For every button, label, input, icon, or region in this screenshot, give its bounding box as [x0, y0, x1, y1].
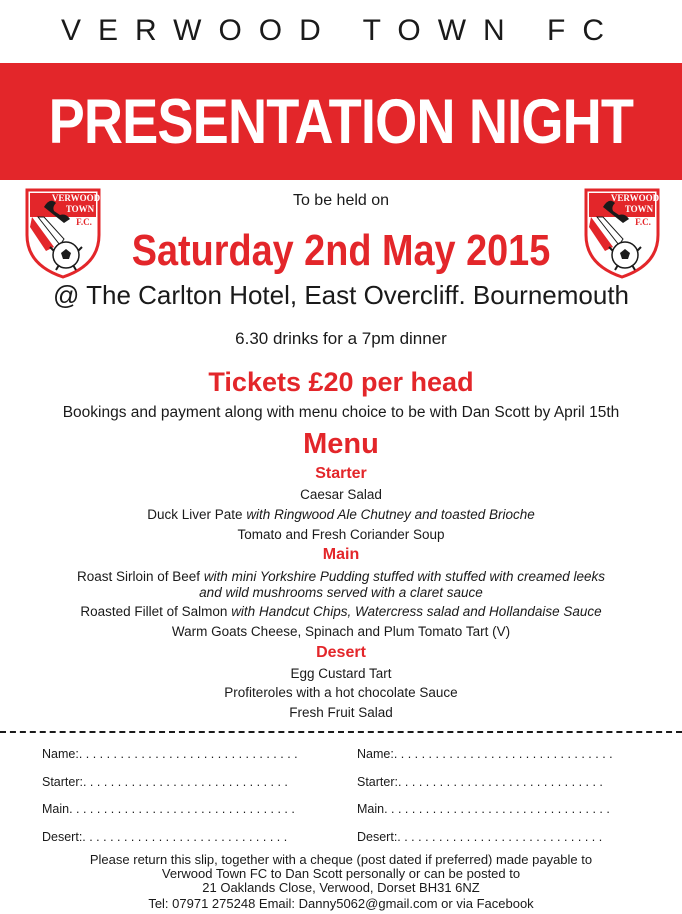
- event-venue: @ The Carlton Hotel, East Overcliff. Bournemouth: [52, 280, 630, 310]
- menu-item: [0, 527, 682, 543]
- menu-item: [0, 604, 682, 620]
- return-instructions: Please return this slip, together with a cheque (post dated if preferred) made payable to: [89, 852, 593, 867]
- club-name: VERWOOD TOWN FC: [60, 14, 621, 47]
- dish-name: Profiteroles with a hot chocolate Sauce: [224, 685, 458, 700]
- svg-text:TOWN: TOWN: [624, 204, 654, 214]
- svg-text:F.C.: F.C.: [635, 217, 651, 227]
- slip-desert-field-right[interactable]: Desert:. . . . . . . . . . . . . . . . . . . . . . . . . . . . . .: [357, 830, 603, 844]
- postal-address: 21 Oaklands Close, Verwood, Dorset BH31 6NZ: [202, 880, 480, 895]
- title-banner: [0, 63, 682, 180]
- menu-item: [0, 685, 682, 701]
- course-heading-desert: Desert: [316, 644, 366, 661]
- dish-name: Roast Sirloin of Beef: [76, 569, 201, 584]
- menu-item: [0, 666, 682, 682]
- dish-name: Fresh Fruit Salad: [289, 705, 393, 720]
- slip-name-field-right[interactable]: Name:. . . . . . . . . . . . . . . . . . . . . . . . . . . . . . . .: [357, 747, 613, 761]
- menu-item-continuation: [0, 585, 682, 601]
- dish-detail: with Handcut Chips, Watercress salad and Hollandaise Sauce: [231, 604, 602, 619]
- svg-text:VERWOOD: VERWOOD: [610, 193, 660, 203]
- menu-title: Menu: [303, 428, 379, 460]
- slip-starter-field-right[interactable]: Starter:. . . . . . . . . . . . . . . . . . . . . . . . . . . . . .: [357, 775, 603, 789]
- slip-main-field-left[interactable]: Main. . . . . . . . . . . . . . . . . . . . . . . . . . . . . . . . .: [42, 802, 295, 816]
- contact-details: Tel: 07971 275248 Email: Danny5062@gmail.com or via Facebook: [148, 896, 534, 911]
- menu-item: [0, 624, 682, 640]
- dish-name: Tomato and Fresh Coriander Soup: [237, 527, 445, 542]
- dish-name: Roasted Fillet of Salmon: [80, 604, 228, 619]
- event-date: Saturday 2nd May 2015: [131, 226, 551, 275]
- page-title: PRESENTATION NIGHT: [48, 86, 634, 157]
- course-heading-starter: Starter: [315, 465, 367, 482]
- ticket-price: Tickets £20 per head: [208, 367, 474, 397]
- dish-detail: with mini Yorkshire Pudding stuffed with stuffed with creamed leeks: [203, 569, 606, 584]
- bookings-info: Bookings and payment along with menu choice to be with Dan Scott by April 15th: [62, 404, 620, 421]
- dish-detail: with Ringwood Ale Chutney and toasted Brioche: [246, 507, 535, 522]
- svg-text:TOWN: TOWN: [65, 204, 95, 214]
- cut-line: [0, 731, 682, 733]
- held-on-text: To be held on: [292, 192, 390, 209]
- course-heading-main: Main: [322, 546, 360, 563]
- dish-name: Caesar Salad: [300, 487, 382, 502]
- drinks-time: 6.30 drinks for a 7pm dinner: [235, 329, 447, 348]
- dish-name: Duck Liver Pate: [147, 507, 243, 522]
- slip-name-field-left[interactable]: Name:. . . . . . . . . . . . . . . . . . . . . . . . . . . . . . . .: [42, 747, 298, 761]
- menu-item: [0, 507, 682, 523]
- svg-text:F.C.: F.C.: [76, 217, 92, 227]
- dish-name: Egg Custard Tart: [290, 666, 392, 681]
- slip-desert-field-left[interactable]: Desert:. . . . . . . . . . . . . . . . . . . . . . . . . . . . . .: [42, 830, 288, 844]
- menu-item: [0, 705, 682, 721]
- svg-text:VERWOOD: VERWOOD: [51, 193, 101, 203]
- dish-detail: and wild mushrooms served with a claret sauce: [199, 585, 483, 600]
- menu-item: [0, 487, 682, 503]
- dish-name: Warm Goats Cheese, Spinach and Plum Tomato Tart (V): [171, 624, 511, 639]
- slip-starter-field-left[interactable]: Starter:. . . . . . . . . . . . . . . . . . . . . . . . . . . . . .: [42, 775, 288, 789]
- return-instructions: Verwood Town FC to Dan Scott personally or can be posted to: [161, 866, 521, 881]
- slip-main-field-right[interactable]: Main. . . . . . . . . . . . . . . . . . . . . . . . . . . . . . . . .: [357, 802, 610, 816]
- menu-item: [0, 569, 682, 585]
